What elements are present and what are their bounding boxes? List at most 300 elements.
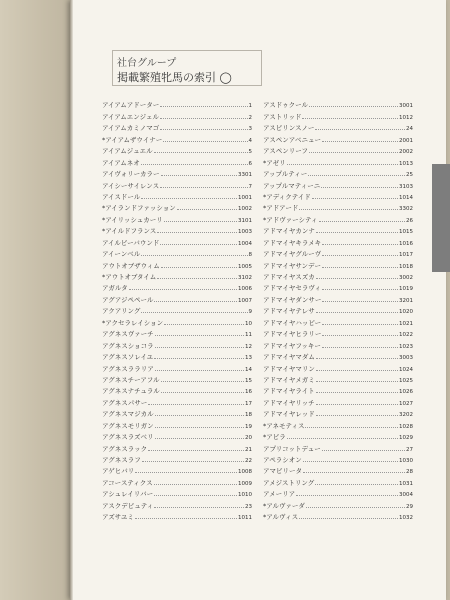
ghost-line — [0, 104, 70, 112]
index-entry — [102, 384, 252, 395]
entry-page-number: 26 — [406, 217, 413, 224]
dot-leader — [161, 381, 244, 382]
gray-thumb-tab — [432, 164, 450, 272]
dot-leader — [319, 221, 405, 222]
entry-name: アグネスラズベリ — [102, 433, 154, 442]
ghost-line — [0, 144, 70, 152]
ghost-line — [0, 408, 70, 416]
ghost-line — [0, 192, 70, 200]
dot-leader — [321, 187, 398, 188]
index-entry — [263, 155, 413, 166]
entry-page-number: 3003 — [399, 355, 413, 362]
dot-leader — [135, 518, 237, 519]
dot-leader — [155, 335, 244, 336]
ghost-line — [0, 368, 70, 376]
index-entry — [102, 258, 252, 269]
index-entry — [263, 327, 413, 338]
dot-leader — [177, 209, 237, 210]
dot-leader — [315, 484, 398, 485]
index-entry — [263, 441, 413, 452]
ghost-line — [0, 384, 70, 392]
entry-page-number: 12 — [245, 343, 252, 350]
index-entry — [263, 510, 413, 521]
index-entry — [102, 235, 252, 246]
ghost-line — [0, 320, 70, 328]
ghost-line — [0, 240, 70, 248]
entry-page-number: 3004 — [399, 492, 413, 499]
entry-page-number: 1004 — [238, 240, 252, 247]
dot-leader — [154, 507, 244, 508]
ghost-line — [0, 200, 70, 208]
dot-leader — [160, 244, 237, 245]
index-entry — [102, 292, 252, 303]
ghost-line — [0, 224, 70, 232]
entry-page-number: 24 — [406, 126, 413, 133]
index-entry — [263, 373, 413, 384]
ghost-line — [0, 376, 70, 384]
entry-name: アコースティクス — [102, 478, 153, 487]
entry-page-number: 1016 — [399, 240, 413, 247]
entry-name: アドマイヤメガミ — [263, 375, 315, 384]
dot-leader — [155, 415, 244, 416]
entry-name: *アドアード — [263, 204, 299, 213]
index-entry — [263, 224, 413, 235]
dot-leader — [322, 289, 398, 290]
dot-leader — [148, 404, 244, 405]
ghost-line — [0, 152, 70, 160]
entry-name: アクアリング — [102, 307, 141, 316]
entry-name: アメーリア — [263, 490, 296, 499]
ghost-line — [0, 248, 70, 256]
entry-page-number: 1026 — [399, 389, 413, 396]
entry-page-number: 2 — [248, 114, 252, 121]
ghost-line — [0, 400, 70, 408]
dot-leader — [163, 141, 247, 142]
dot-leader — [154, 301, 237, 302]
entry-page-number: 1029 — [399, 435, 413, 442]
dot-leader — [316, 312, 398, 313]
entry-page-number: 3302 — [399, 206, 413, 213]
entry-name: アドマイヤヒラリー — [263, 330, 322, 339]
entry-page-number: 3 — [248, 126, 252, 133]
entry-name: アップルマティーニ — [263, 181, 321, 190]
index-entry — [263, 475, 413, 486]
index-entry — [102, 338, 252, 349]
dot-leader — [141, 255, 247, 256]
entry-name: アウトオブザウィム — [102, 261, 160, 270]
index-entry — [102, 224, 252, 235]
entry-name: アドマイヤサンデー — [263, 261, 322, 270]
index-entry — [102, 132, 252, 143]
entry-name: アグネスパサー — [102, 398, 148, 407]
ghost-line — [0, 256, 70, 264]
dot-leader — [316, 232, 398, 233]
ghost-line — [0, 176, 70, 184]
dot-leader — [322, 267, 398, 268]
dot-leader — [316, 415, 398, 416]
ghost-line — [0, 96, 70, 104]
dot-leader — [306, 507, 405, 508]
index-column-right — [263, 98, 413, 521]
entry-name: アイアムジュエル — [102, 147, 153, 156]
index-entry — [102, 350, 252, 361]
dot-leader — [160, 129, 247, 130]
ghost-line — [0, 416, 70, 424]
ghost-line — [0, 32, 70, 40]
entry-page-number: 1007 — [238, 297, 252, 304]
index-entry — [263, 235, 413, 246]
entry-name: アイヴォリーカラー — [102, 170, 160, 179]
entry-page-number: 1024 — [399, 366, 413, 373]
entry-name: アドマイヤダンサー — [263, 295, 322, 304]
entry-page-number: 5 — [248, 149, 252, 156]
entry-page-number: 22 — [245, 458, 252, 464]
entry-page-number: 1021 — [399, 320, 413, 327]
entry-name: アドマイヤハッピー — [263, 318, 322, 327]
entry-name: アグネスショコラ — [102, 341, 154, 350]
index-entry — [102, 247, 252, 258]
dot-leader — [299, 518, 398, 519]
ghost-line — [0, 80, 70, 88]
entry-page-number: 1020 — [399, 309, 413, 316]
ghost-line — [0, 312, 70, 320]
entry-name: アイルビーバウンド — [102, 238, 160, 247]
dot-leader — [161, 392, 244, 393]
ghost-line — [0, 72, 70, 80]
ghost-line — [0, 448, 70, 456]
entry-name: アイシーサイレンス — [102, 181, 160, 190]
index-entry — [263, 167, 413, 178]
ghost-line — [0, 328, 70, 336]
index-entry — [263, 109, 413, 120]
index-entry — [263, 430, 413, 441]
index-entry — [102, 167, 252, 178]
entry-page-number: 14 — [245, 366, 252, 373]
ghost-line — [0, 160, 70, 168]
entry-page-number: 11 — [245, 332, 252, 339]
entry-name: アグネスチーアフル — [102, 375, 160, 384]
entry-name: *アイランドファッション — [102, 204, 176, 213]
entry-name: *アイアムザウイナー — [102, 135, 163, 144]
index-entry — [102, 121, 252, 132]
dot-leader — [316, 404, 398, 405]
ghost-line — [0, 440, 70, 448]
index-entry — [263, 487, 413, 498]
entry-page-number: 10 — [245, 320, 252, 327]
dot-leader — [316, 358, 398, 359]
index-entry — [102, 327, 252, 338]
ghost-line — [0, 304, 70, 312]
dot-leader — [287, 164, 398, 165]
index-entry — [263, 247, 413, 258]
entry-page-number: 3103 — [399, 183, 413, 190]
index-entry — [263, 201, 413, 212]
entry-name: アドマイヤキラメキ — [263, 238, 322, 247]
index-entry — [263, 98, 413, 109]
dot-leader — [287, 438, 398, 439]
entry-page-number: 1012 — [399, 114, 413, 121]
ghost-line — [0, 216, 70, 224]
ghost-line — [0, 128, 70, 136]
entry-name: *アルヴィス — [263, 513, 299, 522]
entry-name: アグネスマジカル — [102, 410, 154, 419]
index-entry — [263, 453, 413, 464]
dot-leader — [154, 495, 237, 496]
index-entry — [263, 384, 413, 395]
dot-leader — [316, 392, 398, 393]
entry-page-number: 1 — [248, 103, 252, 110]
entry-name: アグネスナチュラル — [102, 387, 160, 396]
ghost-line — [0, 392, 70, 400]
index-entry — [263, 418, 413, 429]
dot-leader — [161, 175, 237, 176]
index-entry — [263, 212, 413, 223]
entry-page-number: 1023 — [399, 343, 413, 350]
index-entry — [102, 475, 252, 486]
index-entry — [102, 487, 252, 498]
index-entry — [263, 338, 413, 349]
entry-name: *アイルドフランス — [102, 227, 157, 236]
entry-page-number: 1011 — [238, 515, 252, 522]
entry-name: アグネスモリガン — [102, 421, 154, 430]
entry-page-number: 4 — [248, 137, 252, 144]
entry-page-number: 21 — [245, 446, 252, 453]
entry-page-number: 23 — [245, 503, 252, 510]
ghost-line — [0, 424, 70, 432]
index-entry — [263, 121, 413, 132]
entry-page-number: 13 — [245, 355, 252, 362]
entry-page-number: 1015 — [399, 229, 413, 236]
index-entry — [263, 178, 413, 189]
index-entry — [102, 510, 252, 521]
dot-leader — [322, 335, 398, 336]
entry-page-number: 2002 — [399, 149, 413, 156]
header-title: 社台グループ — [117, 58, 177, 69]
dot-leader — [157, 278, 237, 279]
entry-page-number: 28 — [406, 469, 413, 476]
entry-page-number: 3002 — [399, 275, 413, 281]
index-entry — [102, 361, 252, 372]
ghost-line — [0, 296, 70, 304]
ghost-line — [0, 64, 70, 72]
index-entry — [102, 453, 252, 464]
ghost-line — [0, 360, 70, 368]
entry-name: アップルティー — [263, 170, 308, 179]
entry-page-number: 6 — [248, 160, 252, 167]
entry-page-number: 17 — [245, 400, 252, 407]
index-entry — [102, 212, 252, 223]
entry-page-number: 3202 — [399, 412, 413, 419]
entry-name: アグアジペペール — [102, 295, 154, 304]
entry-page-number: 3102 — [238, 275, 252, 281]
index-entry — [263, 292, 413, 303]
dot-leader — [322, 347, 398, 348]
index-entry — [102, 464, 252, 475]
dot-leader — [155, 438, 244, 439]
entry-name: アマビリータ — [263, 467, 302, 476]
entry-page-number: 20 — [245, 435, 252, 442]
entry-name: アイアムカミノマゴ — [102, 124, 160, 133]
dot-leader — [315, 129, 405, 130]
dot-leader — [308, 175, 405, 176]
entry-name: *アクセラレイション — [102, 318, 164, 327]
index-entry — [263, 407, 413, 418]
entry-page-number: 1005 — [238, 263, 252, 270]
ghost-line — [0, 352, 70, 360]
entry-page-number: 25 — [406, 172, 413, 179]
entry-name: アドマイヤスズカ — [263, 273, 315, 281]
entry-page-number: 1028 — [399, 423, 413, 430]
entry-name: アドマイヤライト — [263, 387, 315, 396]
entry-name: アイアムアドーター — [102, 101, 160, 110]
ghost-line — [0, 112, 70, 120]
index-entry — [102, 315, 252, 326]
dot-leader — [160, 187, 247, 188]
dot-leader — [164, 221, 237, 222]
book-spine-shadow — [70, 0, 73, 600]
entry-page-number: 1019 — [399, 286, 413, 293]
entry-name: アグネスラック — [102, 444, 148, 453]
dot-leader — [322, 324, 398, 325]
entry-name: アドマイヤカンナ — [263, 227, 315, 236]
entry-page-number: 1031 — [399, 480, 413, 487]
dot-leader — [142, 461, 244, 462]
dot-leader — [155, 347, 244, 348]
dot-leader — [309, 152, 398, 153]
entry-page-number: 1010 — [238, 492, 252, 499]
entry-name: アスペンリーフ — [263, 147, 308, 156]
entry-page-number: 3001 — [399, 103, 413, 110]
ghost-line — [0, 40, 70, 48]
entry-name: アドマイヤフッキー — [263, 341, 321, 350]
dot-leader — [312, 198, 398, 199]
entry-page-number: 1013 — [399, 160, 413, 167]
dot-leader — [299, 209, 398, 210]
index-entry — [263, 350, 413, 361]
entry-name: *アディクテイド — [263, 192, 311, 201]
index-entry — [102, 441, 252, 452]
dot-leader — [164, 324, 244, 325]
entry-name: アメジストリング — [263, 478, 315, 487]
index-entry — [263, 144, 413, 155]
entry-page-number: 18 — [245, 412, 252, 419]
entry-page-number: 1030 — [399, 458, 413, 464]
ghost-line — [0, 8, 70, 16]
dot-leader — [161, 267, 237, 268]
ghost-line — [0, 456, 70, 464]
entry-name: *アイリッシュカーリ — [102, 215, 163, 224]
ghost-line — [0, 336, 70, 344]
index-entry — [263, 395, 413, 406]
dot-leader — [322, 244, 398, 245]
entry-page-number: 2001 — [399, 137, 413, 144]
dot-leader — [322, 450, 405, 451]
index-entry — [263, 361, 413, 372]
dot-leader — [141, 164, 248, 165]
entry-page-number: 1017 — [399, 252, 413, 259]
dot-leader — [305, 427, 398, 428]
dot-leader — [155, 427, 244, 428]
entry-page-number: 1014 — [399, 194, 413, 201]
index-entry — [102, 373, 252, 384]
index-entry — [102, 178, 252, 189]
entry-name: *アルヴァーダ — [263, 501, 305, 510]
entry-name: *アドヴァーシティ — [263, 215, 318, 224]
entry-page-number: 16 — [245, 389, 252, 396]
entry-name: アドマイヤマリン — [263, 364, 315, 373]
entry-page-number: 1009 — [238, 480, 252, 487]
index-header-box — [112, 50, 262, 86]
index-entry — [263, 304, 413, 315]
index-entry — [102, 407, 252, 418]
entry-page-number: 1001 — [238, 194, 252, 201]
ghost-line — [0, 88, 70, 96]
index-entry — [102, 144, 252, 155]
entry-name: アドマイヤグルーヴ — [263, 250, 322, 259]
entry-name: アペラシオン — [263, 456, 302, 464]
index-entry — [102, 430, 252, 441]
index-entry — [263, 190, 413, 201]
entry-name: アグネスラフ — [102, 456, 141, 464]
entry-name: アイアムネオ — [102, 158, 140, 167]
index-entry — [263, 464, 413, 475]
index-column-left — [102, 98, 252, 521]
entry-name: アグネスソレイユ — [102, 353, 154, 362]
entry-page-number: 1022 — [399, 332, 413, 339]
entry-name: アプリコットデュー — [263, 444, 321, 453]
entry-page-number: 29 — [406, 503, 413, 510]
entry-name: アスピリンスノー — [263, 124, 315, 133]
ghost-line — [0, 472, 70, 480]
entry-name: アスクデピュティ — [102, 501, 154, 510]
dot-leader — [302, 118, 398, 119]
entry-page-number: 7 — [248, 183, 252, 190]
dot-leader — [322, 141, 398, 142]
entry-name: アガルタ — [102, 284, 128, 293]
dot-leader — [141, 198, 237, 199]
entry-name: アドマイヤリッチ — [263, 398, 315, 407]
ghost-line — [0, 184, 70, 192]
dot-leader — [154, 152, 248, 153]
index-entry — [263, 132, 413, 143]
ghost-line — [0, 264, 70, 272]
entry-page-number: 9 — [248, 309, 252, 316]
entry-page-number: 1018 — [399, 263, 413, 270]
index-entry — [102, 98, 252, 109]
entry-page-number: 8 — [248, 252, 252, 259]
entry-name: *アビラ — [263, 433, 286, 442]
entry-page-number: 1032 — [399, 515, 413, 522]
entry-name: アドマイヤレッド — [263, 410, 315, 419]
ghost-line — [0, 48, 70, 56]
index-entry — [102, 418, 252, 429]
ghost-line — [0, 288, 70, 296]
ghost-line — [0, 24, 70, 32]
entry-page-number: 1002 — [238, 206, 252, 213]
index-entry — [102, 304, 252, 315]
dot-leader — [322, 255, 398, 256]
entry-page-number: 1006 — [238, 286, 252, 293]
dot-leader — [309, 106, 398, 107]
dot-leader — [154, 484, 237, 485]
index-entry — [102, 498, 252, 509]
adjacent-page-ghost-text — [0, 0, 70, 600]
ghost-line — [0, 280, 70, 288]
entry-name: アイーンベル — [102, 250, 141, 259]
entry-name: アイスドール — [102, 192, 141, 201]
index-entry — [102, 281, 252, 292]
dot-leader — [322, 301, 398, 302]
